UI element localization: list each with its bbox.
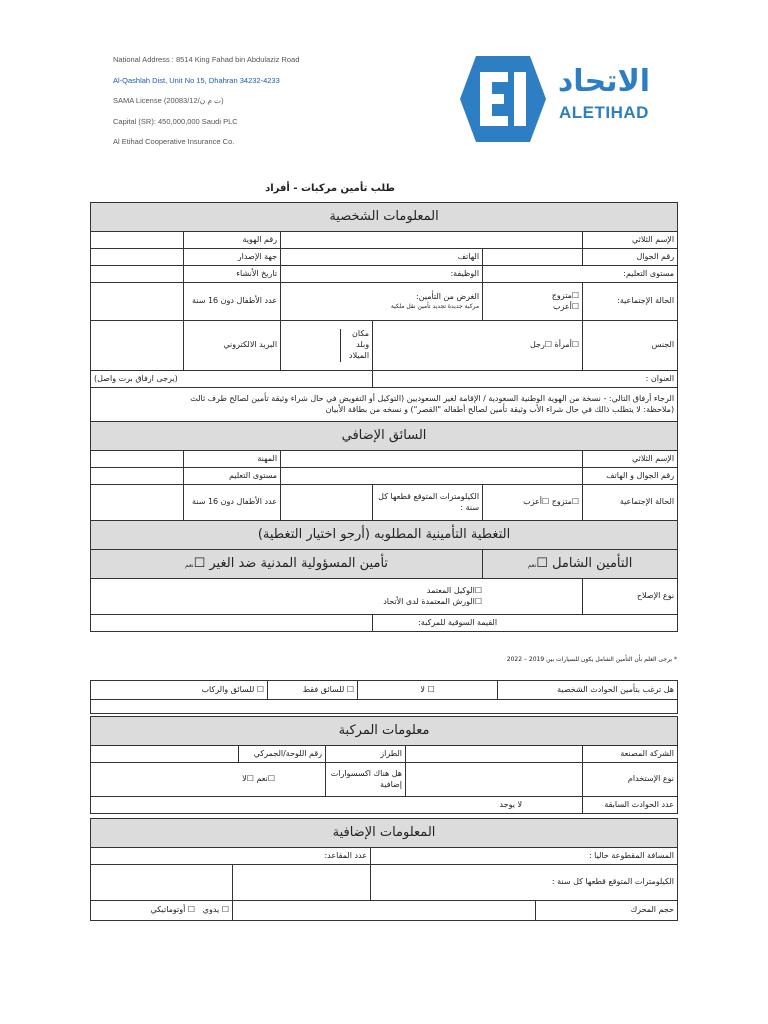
email-label: البريد الالكتروني — [184, 321, 281, 371]
company-line: Al Etihad Cooperative Insurance Co. — [113, 137, 235, 146]
attachments-cell — [91, 388, 678, 422]
full-name-field[interactable] — [281, 232, 583, 249]
tpl-option[interactable]: تأمين المسؤولية المدنية ضد الغير ☐نعم — [91, 550, 483, 579]
issue-place-field[interactable] — [91, 249, 184, 266]
driver-single-option[interactable]: أعزب — [523, 497, 543, 507]
issue-place-label: جهة الإصدار — [184, 249, 281, 266]
gender-label: الجنس — [583, 321, 678, 371]
children-field[interactable] — [91, 283, 184, 321]
model-label[interactable]: الطراز — [326, 746, 406, 763]
manufacturer-label: الشركة المصنعة — [583, 746, 678, 763]
comprehensive-option[interactable]: التأمين الشامل ☐نعم — [483, 550, 678, 579]
marital-status-options[interactable]: ☐متزوج ☐أعزب — [483, 283, 583, 321]
driver-km-field[interactable] — [281, 485, 373, 521]
driver-children-field[interactable] — [91, 485, 184, 521]
purpose-options[interactable]: مركبة جديدة تجديد تأمين نقل ملكية — [390, 302, 480, 310]
main-form-table — [90, 202, 678, 632]
address-line-2: Al-Qashlah Dist, Unit No 15, Dhahran 34232-4233 — [113, 75, 280, 85]
vehicle-table — [90, 716, 678, 814]
additional-km-label[interactable]: الكيلومترات المتوقع قطعها كل سنة : — [371, 865, 678, 901]
auto-option[interactable]: أوتوماتيكي — [150, 905, 186, 915]
female-option[interactable]: أمرأة — [554, 340, 572, 350]
license-line: SAMA License (20083/12/ت م ن) — [113, 96, 224, 105]
additional-blank — [91, 865, 233, 901]
accident-blank-row — [91, 700, 678, 714]
education-label[interactable]: مستوى التعليم: — [483, 266, 678, 283]
address-note: (يرجى ارفاق برت واصل) — [91, 371, 373, 388]
email-field[interactable] — [91, 321, 184, 371]
purpose-cell[interactable] — [281, 283, 483, 321]
driver-children-label: عدد الأطفال دون 16 سنة — [184, 485, 281, 521]
accident-driver-passengers-option[interactable]: ☐ للسائق والركاب — [91, 681, 268, 700]
additional-section-title: المعلومات الإضافية — [91, 819, 678, 848]
engine-field[interactable] — [233, 901, 536, 921]
phone-label[interactable]: الهاتف — [281, 249, 483, 266]
driver-mobile-label: رقم الجوال و الهاتف — [583, 468, 678, 485]
coverage-section-title: التغطية التأمينية المطلوبه (أرجو اختيار التغطية) — [91, 521, 678, 550]
form-title: طلب تأمين مركبات - أفراد — [265, 183, 395, 194]
married-option[interactable]: متزوج — [551, 290, 572, 300]
accident-question: هل ترغب بتأمين الحوادث الشخصية — [498, 681, 678, 700]
address-label[interactable]: العنوان : — [373, 371, 678, 388]
driver-mobile-field[interactable] — [281, 468, 583, 485]
repair-type-label: نوع الإصلاح — [583, 579, 678, 615]
additional-table — [90, 818, 678, 921]
driver-name-label: الإسم الثلاثي — [583, 451, 678, 468]
usage-label: نوع الإستخدام — [583, 763, 678, 797]
plate-label: رقم اللوحة/الجمركي — [239, 746, 326, 763]
accident-table — [90, 680, 678, 714]
coverage-footnote: * يرجى العلم بأن التأمين الشامل يكون للسيارات بين 2019 – 2022 — [506, 656, 677, 663]
driver-km-label[interactable]: الكيلومترات المتوقع قطعها كل سنة : — [373, 485, 483, 521]
accessories-options[interactable]: ☐نعم ☐لا — [91, 763, 326, 797]
plate-field[interactable] — [91, 746, 239, 763]
children-label: عدد الأطفال دون 16 سنة — [184, 283, 281, 321]
mobile-label: رقم الجوال — [583, 249, 678, 266]
single-option[interactable]: أعزب — [552, 301, 572, 311]
prev-accidents-value[interactable]: لا يوجد — [91, 797, 583, 814]
attachments-note: (ملاحظة: لا يتطلب ذالك في حال شراء الأب وثيقة تأمين لصالح أطفاله "القصر") و نسخه من بطاقة الأبيان — [325, 404, 675, 414]
agency-option[interactable]: الوكيل المعتمد — [426, 585, 475, 595]
company-info — [113, 50, 299, 153]
engine-label: حجم المحرك — [536, 901, 678, 921]
driver-education-label: مستوى التعليم — [184, 468, 281, 485]
transmission-options[interactable]: ☐ يدوي ☐ أوتوماتيكي — [91, 901, 233, 921]
driver-profession-label: المهنة — [184, 451, 281, 468]
manual-option[interactable]: يدوي — [202, 905, 220, 915]
birth-date-field[interactable] — [91, 266, 184, 283]
job-label[interactable]: الوظيفة: — [281, 266, 483, 283]
mobile-field[interactable] — [483, 249, 583, 266]
birth-date-label: تاريخ الأنشاء — [184, 266, 281, 283]
full-name-label: الإسم الثلاثي — [583, 232, 678, 249]
seats-label[interactable]: عدد المقاعد: — [91, 848, 371, 865]
address-line-1: National Address : 8514 King Fahad bin Abdulaziz Road — [113, 55, 300, 64]
marital-status-label: الحالة الإجتماعية: — [583, 283, 678, 321]
driver-section-title: السائق الإضافي — [91, 422, 678, 451]
manufacturer-field[interactable] — [406, 746, 583, 763]
distance-label[interactable]: المسافة المقطوعة حاليا : — [371, 848, 678, 865]
accident-no-option[interactable]: ☐ لا — [358, 681, 498, 700]
usage-field[interactable] — [406, 763, 583, 797]
id-number-label: رقم الهوية — [184, 232, 281, 249]
additional-km-field[interactable] — [233, 865, 371, 901]
driver-name-field[interactable] — [281, 451, 583, 468]
purpose-label: الغرض من التأمين: — [416, 292, 480, 302]
workshops-option[interactable]: الورش المعتمدة لدى الأتحاد — [383, 596, 475, 606]
capital-line: Capital (SR): 450,000,000 Saudi PLC — [113, 116, 238, 126]
id-number-field[interactable] — [91, 232, 184, 249]
driver-profession-field[interactable] — [91, 451, 184, 468]
logo-arabic-text: الاتحاد — [557, 64, 651, 99]
logo-i-letter — [514, 72, 526, 126]
birth-place-cell[interactable] — [281, 321, 373, 371]
accessories-label: هل هناك اكسسوارات إضافية — [326, 763, 406, 797]
birth-place-label: مكان وبلد الميلاد — [340, 329, 369, 361]
logo-latin-text: ALETIHAD — [559, 103, 649, 122]
attachments-text: الرجاء أرفاق التالي: - نسخة من الهوية الوطنية السعودية / الإقامة لغير السعوديين (التوكيل أو التفويض في حال شراء وثيقة تأمين لصالح طرف ثالث — [190, 393, 675, 403]
personal-section-title: المعلومات الشخصية — [91, 203, 678, 232]
market-value-field[interactable] — [91, 615, 373, 632]
vehicle-section-title: معلومات المركبة — [91, 717, 678, 746]
market-value-label[interactable]: القيمة السوقية للمركبة: — [373, 615, 678, 632]
driver-education-field[interactable] — [91, 468, 184, 485]
driver-marital-label: الحالة الإجتماعية — [583, 485, 678, 521]
prev-accidents-label: عدد الحوادث السابقة — [583, 797, 678, 814]
gender-options[interactable]: ☐أمرأة ☐رجل — [373, 321, 583, 371]
driver-married-option[interactable]: متزوج — [551, 497, 572, 507]
accident-driver-option[interactable]: ☐ للسائق فقط — [268, 681, 358, 700]
male-option[interactable]: رجل — [529, 340, 545, 350]
driver-marital-options[interactable]: ☐متزوج ☐أعزب — [483, 485, 583, 521]
repair-type-options[interactable]: ☐الوكيل المعتمد ☐الورش المعتمدة لدى الأتحاد — [91, 579, 583, 615]
